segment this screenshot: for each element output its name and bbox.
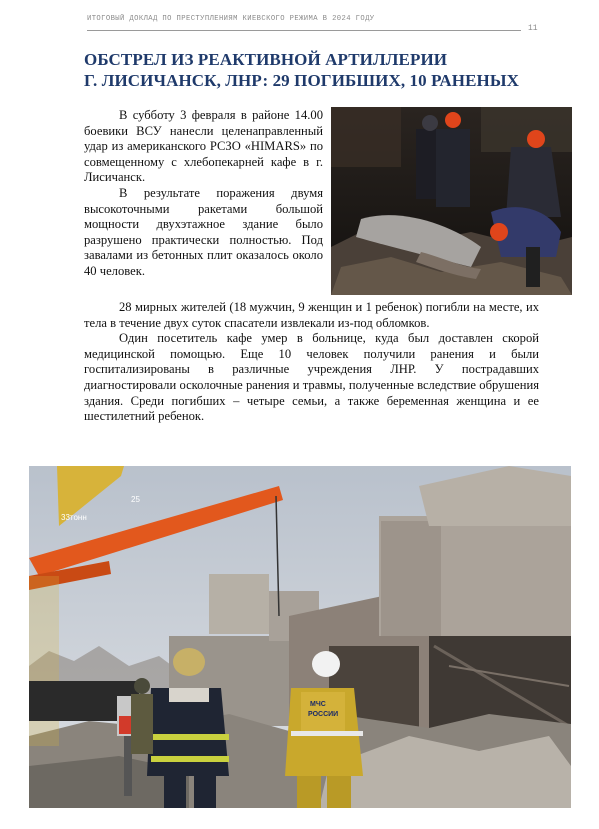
- page-number: 11: [528, 24, 538, 33]
- left-column-text: [84, 108, 323, 280]
- destroyed-building-photo: [29, 466, 571, 808]
- vest-label-line-2: РОССИИ: [308, 711, 339, 718]
- title-line-2: Г. ЛИСИЧАНСК, ЛНР: 29 ПОГИБШИХ, 10 РАНЕНЫХ: [84, 71, 520, 90]
- crane-number: 25: [131, 495, 140, 504]
- paragraph: В субботу 3 февраля в районе 14.00 боевики ВСУ нанесли целенаправленный удар из американского РСЗО «HIMARS» по совмещенному с хлебопекарней кафе в г. Лисичанск.: [84, 108, 323, 185]
- article-title: [84, 49, 554, 91]
- rescue-photo-top: [331, 107, 572, 295]
- paragraph: 28 мирных жителей (18 мужчин, 9 женщин и 1 ребенок) погибли на месте, их тела в течение двух суток спасатели извлекали из-под обломков.: [84, 300, 539, 330]
- vest-label-line-1: МЧС: [310, 701, 326, 708]
- paragraph: Один посетитель кафе умер в больнице, куда был доставлен скорой медицинской помощью. Еще 10 человек получили ранения и были госпитализированы в различные учреждения ЛНР. У пострадавших диагностировали осколочные ранения и травмы, полученные вследствие обрушения здания. Среди погибших – четыре семьи, а также беременная женщина и ее шестилетний ребенок.: [84, 331, 539, 424]
- crane-boom-label: 33тонн: [61, 513, 87, 522]
- paragraph: В результате поражения двумя высокоточными ракетами большой мощности двухэтажное здание было разрушено практически полностью. Под завалами из бетонных плит оказалось около 40 человек.: [84, 185, 323, 278]
- full-width-text: [84, 300, 539, 425]
- running-header: ИТОГОВЫЙ ДОКЛАД ПО ПРЕСТУПЛЕНИЯМ КИЕВСКОГО РЕЖИМА В 2024 ГОДУ: [87, 15, 375, 23]
- header-rule: [87, 30, 521, 31]
- title-line-1: ОБСТРЕЛ ИЗ РЕАКТИВНОЙ АРТИЛЛЕРИИ: [84, 50, 448, 69]
